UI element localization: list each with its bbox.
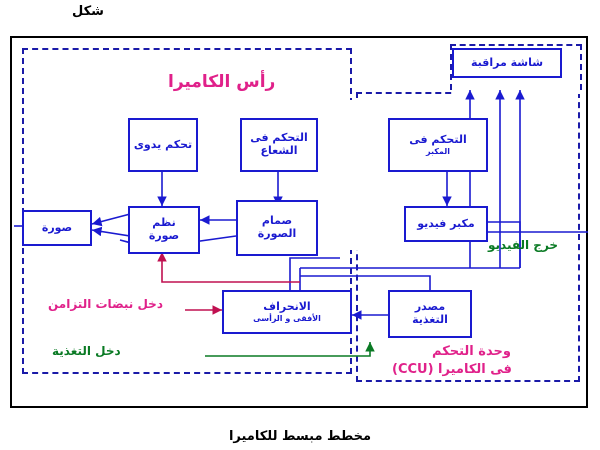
deflection-label-1: الانحراف [263,300,311,314]
image-valve-label-1: صمام [261,214,293,228]
dash-gap-monitor [452,86,580,94]
bottom-caption: مخطط مبسط للكاميرا [228,429,372,444]
camera-head-label: رأس الكاميرا [168,72,276,92]
video-amp-label: مكبر فيديو [417,216,475,230]
image-valve-box[interactable] [236,200,318,256]
dash-gap-mid [350,100,358,250]
image-processor-label-2: صورة [148,229,180,242]
power-source-label-2: التغذية [412,313,448,326]
video-output-label: خرج الفيديو [488,238,559,252]
sync-input-label: دخل نبضات التزامن [48,297,163,311]
top-caption: شكل [72,4,104,19]
power-source-label-1: مصدر [414,300,446,314]
manual-control-label: تحكم يدوى [133,137,193,151]
ccu-label-line1: وحدة التحكم [432,344,511,359]
deflection-label-2: الأفقى و الرأسى [253,313,321,323]
beam-control-label-2: الشعاع [260,144,298,157]
power-input-label: دخل التغذية [52,344,121,358]
amp-control-label-1: التحكم فى [409,133,467,147]
beam-control-box[interactable] [240,118,318,172]
manual-control-box[interactable] [128,118,198,172]
image-processor-box[interactable] [128,206,200,254]
power-source-box[interactable] [388,290,472,338]
image-valve-label-2: الصورة [257,227,297,240]
deflection-box[interactable] [222,290,352,334]
monitor-box[interactable] [452,48,562,78]
amp-control-label-2: المكبر [426,146,451,156]
beam-control-label-1: التحكم فى [250,131,308,145]
ccu-label-line2: فى الكاميرا (CCU) [392,362,512,377]
image-label: صورة [41,220,73,234]
image-box[interactable] [22,210,92,246]
amp-control-box[interactable] [388,118,488,172]
image-processor-label-1: نظم [152,216,176,230]
monitor-label: شاشة مراقبة [470,55,544,69]
dash-gap-top-left [86,176,196,182]
video-amp-box[interactable] [404,206,488,242]
